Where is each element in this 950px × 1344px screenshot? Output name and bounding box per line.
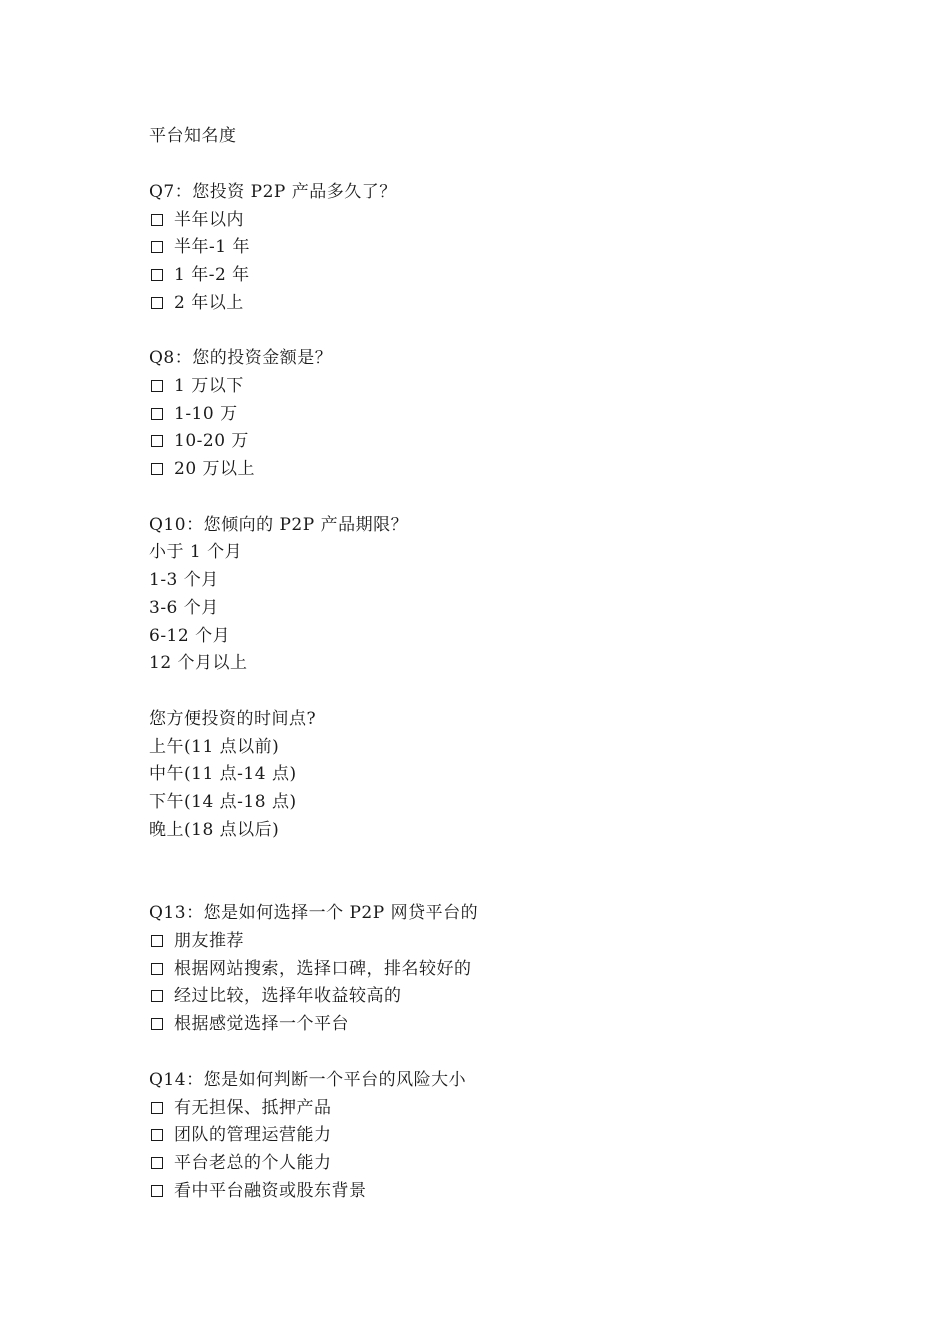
question-q8: Q8：您的投资金额是？ xyxy=(149,348,333,368)
section-title: 平台知名度 xyxy=(149,126,237,146)
option-q10-1: 小于 1 个月 xyxy=(149,542,243,562)
option-q8-4[interactable] xyxy=(149,458,255,480)
checkbox-icon[interactable] xyxy=(151,408,163,420)
option-label: 平台老总的个人能力 xyxy=(174,1153,332,1173)
option-time-4: 晚上(18 点以后) xyxy=(149,820,280,840)
option-q14-2[interactable] xyxy=(149,1124,332,1146)
option-label: 经过比较，选择年收益较高的 xyxy=(174,986,402,1006)
option-q10-5: 12 个月以上 xyxy=(149,653,248,673)
question-q10: Q10：您倾向的 P2P 产品期限？ xyxy=(149,515,409,535)
checkbox-icon[interactable] xyxy=(151,269,163,281)
checkbox-icon[interactable] xyxy=(151,935,163,947)
option-label: 根据感觉选择一个平台 xyxy=(174,1014,349,1034)
option-label: 1 万以下 xyxy=(174,376,244,396)
checkbox-icon[interactable] xyxy=(151,990,163,1002)
option-q7-4[interactable] xyxy=(149,292,244,314)
option-label: 半年-1 年 xyxy=(174,237,250,257)
option-time-2: 中午(11 点-14 点) xyxy=(149,764,297,784)
checkbox-icon[interactable] xyxy=(151,297,163,309)
option-label: 朋友推荐 xyxy=(174,931,244,951)
option-q14-4[interactable] xyxy=(149,1180,367,1202)
option-q8-1[interactable] xyxy=(149,375,244,397)
checkbox-icon[interactable] xyxy=(151,1129,163,1141)
option-label: 团队的管理运营能力 xyxy=(174,1125,332,1145)
question-q14: Q14：您是如何判断一个平台的风险大小 xyxy=(149,1070,467,1090)
option-q13-1[interactable] xyxy=(149,930,244,952)
option-q13-2[interactable] xyxy=(149,958,472,980)
checkbox-icon[interactable] xyxy=(151,1157,163,1169)
option-q7-1[interactable] xyxy=(149,209,244,231)
checkbox-icon[interactable] xyxy=(151,963,163,975)
option-label: 1 年-2 年 xyxy=(174,265,250,285)
checkbox-icon[interactable] xyxy=(151,241,163,253)
option-time-3: 下午(14 点-18 点) xyxy=(149,792,297,812)
option-label: 20 万以上 xyxy=(174,459,256,479)
checkbox-icon[interactable] xyxy=(151,1018,163,1030)
checkbox-icon[interactable] xyxy=(151,463,163,475)
option-q10-2: 1-3 个月 xyxy=(149,570,219,590)
option-q14-3[interactable] xyxy=(149,1152,332,1174)
checkbox-icon[interactable] xyxy=(151,435,163,447)
question-q7: Q7：您投资 P2P 产品多久了？ xyxy=(149,182,397,202)
option-label: 有无担保、抵押产品 xyxy=(174,1098,332,1118)
option-label: 根据网站搜索，选择口碑，排名较好的 xyxy=(174,959,472,979)
option-label: 看中平台融资或股东背景 xyxy=(174,1181,367,1201)
option-q13-4[interactable] xyxy=(149,1013,349,1035)
option-q10-3: 3-6 个月 xyxy=(149,598,219,618)
option-q8-2[interactable] xyxy=(149,403,238,425)
question-q13: Q13：您是如何选择一个 P2P 网贷平台的 xyxy=(149,903,479,923)
option-q13-3[interactable] xyxy=(149,985,402,1007)
question-time: 您方便投资的时间点? xyxy=(149,709,317,729)
option-label: 10-20 万 xyxy=(174,431,249,451)
option-label: 2 年以上 xyxy=(174,293,244,313)
checkbox-icon[interactable] xyxy=(151,1185,163,1197)
option-q8-3[interactable] xyxy=(149,430,249,452)
option-q14-1[interactable] xyxy=(149,1097,332,1119)
option-q7-3[interactable] xyxy=(149,264,250,286)
checkbox-icon[interactable] xyxy=(151,380,163,392)
option-time-1: 上午(11 点以前) xyxy=(149,737,280,757)
checkbox-icon[interactable] xyxy=(151,214,163,226)
option-q7-2[interactable] xyxy=(149,236,250,258)
option-q10-4: 6-12 个月 xyxy=(149,626,231,646)
checkbox-icon[interactable] xyxy=(151,1102,163,1114)
option-label: 半年以内 xyxy=(174,210,244,230)
option-label: 1-10 万 xyxy=(174,404,238,424)
